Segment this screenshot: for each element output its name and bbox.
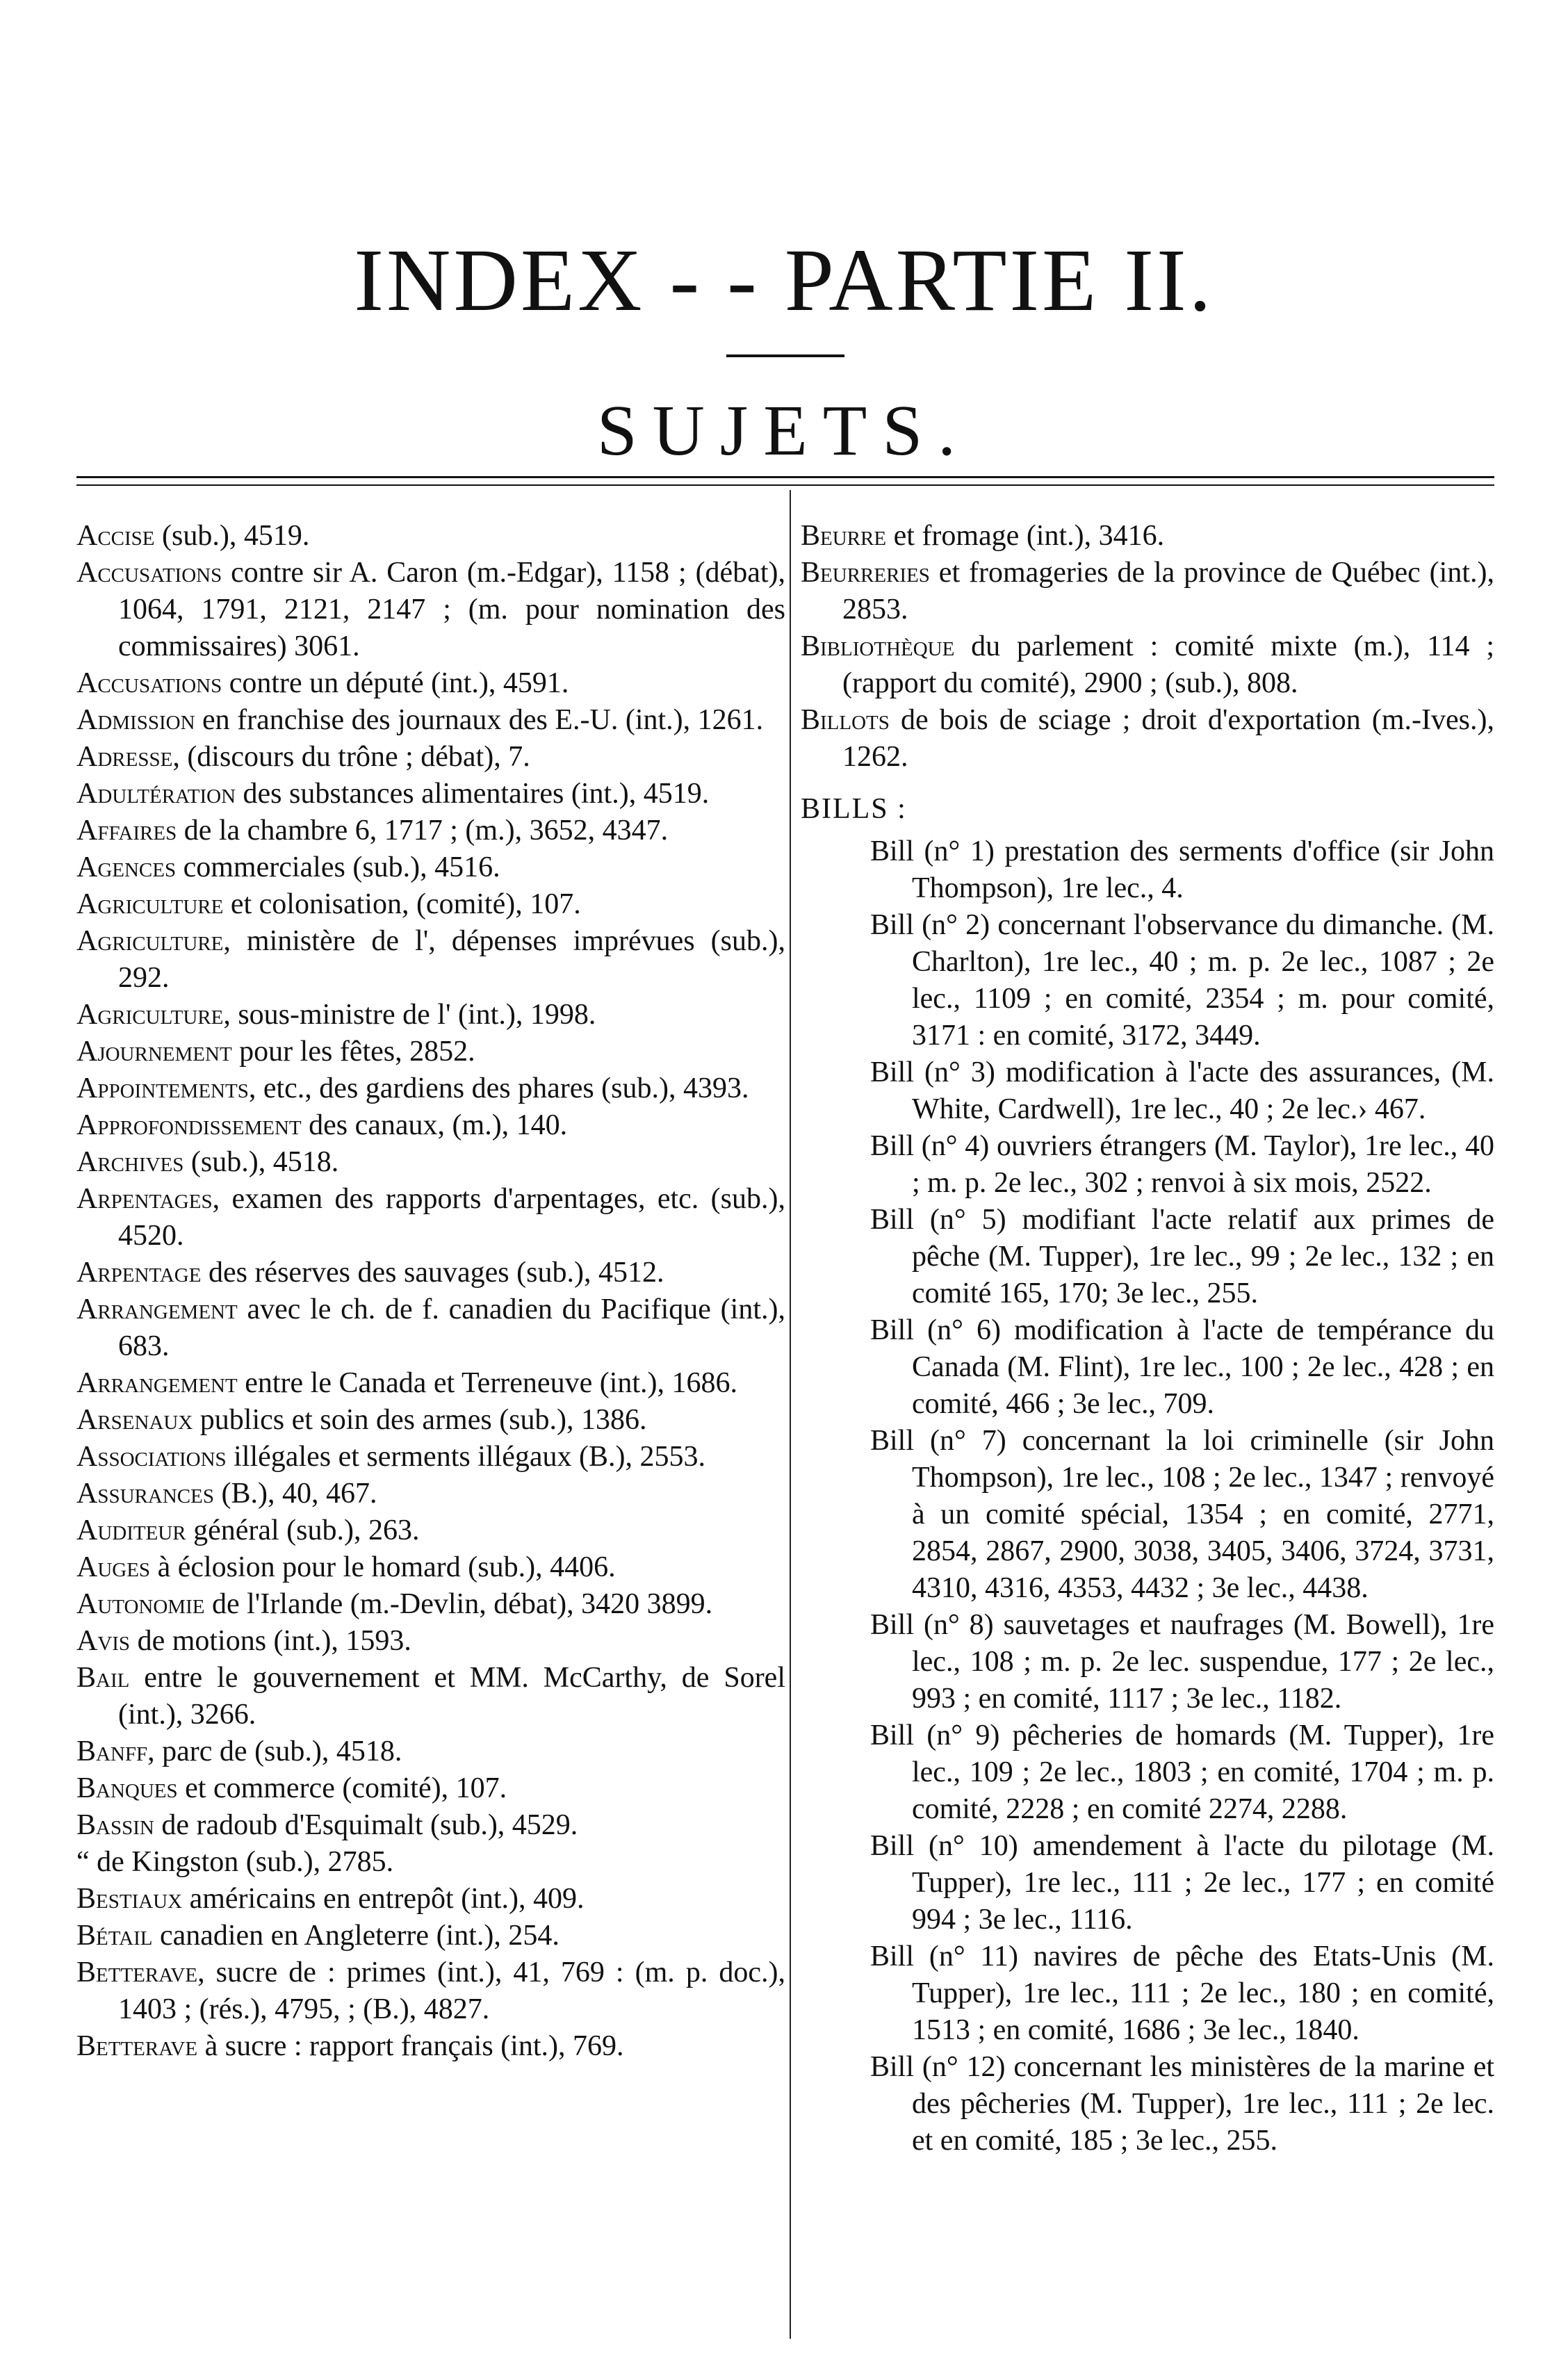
left-index-column (76, 518, 785, 2065)
index-entry (76, 1365, 785, 1402)
bill-entry: Bill (n° 9) pêcheries de homards (M. Tupper), 1re lec., 109 ; 2e lec., 1803 ; en comité, 1704 ; m. p. comité, 2228 ; en comité 2274, 2288. (870, 1720, 1494, 1825)
index-entry (76, 1107, 785, 1144)
entry-keyword: Bibliothèque (801, 630, 955, 662)
entry-text: avec le ch. de f. canadien du Pacifique (int.), 683. (118, 1293, 785, 1362)
entry-text: entre le gouvernement et MM. McCarthy, de Sorel (int.), 3266. (118, 1662, 785, 1731)
entry-text: “ de Kingston (sub.), 2785. (76, 1846, 394, 1878)
index-entry (76, 849, 785, 886)
entry-text: , sous-ministre de l' (int.), 1998. (223, 999, 596, 1031)
index-entry (76, 1844, 785, 1881)
entry-text: des substances alimentaires (int.), 4519. (236, 778, 710, 810)
entry-keyword: Bétail (76, 1920, 153, 1952)
bill-entry: Bill (n° 3) modification à l'acte des assurances, (M. White, Cardwell), 1re lec., 40 ; 2e lec.› 467. (870, 1056, 1494, 1125)
bill-entry: Bill (n° 10) amendement à l'acte du pilotage (M. Tupper), 1re lec., 111 ; 2e lec., 177 ; en comité 994 ; 3e lec., 1116. (870, 1830, 1494, 1936)
index-entry (76, 1512, 785, 1549)
bills-heading: BILLS : (801, 793, 907, 825)
entry-keyword: Auges (76, 1551, 151, 1583)
entry-keyword: Beurreries (801, 557, 930, 589)
bills-list (801, 833, 1494, 2159)
bill-entry: Bill (n° 6) modification à l'acte de tempérance du Canada (M. Flint), 1re lec., 100 ; 2e lec., 428 ; en comité, 466 ; 3e lec., 709. (870, 1314, 1494, 1420)
entry-text: de la chambre 6, 1717 ; (m.), 3652, 4347. (177, 815, 669, 847)
entry-text: , parc de (sub.), 4518. (147, 1735, 402, 1767)
index-entry (76, 886, 785, 923)
entry-text: à sucre : rapport français (int.), 769. (197, 2030, 624, 2062)
entry-keyword: Betterave (76, 2030, 198, 2062)
index-entry (801, 555, 1494, 628)
entry-text: contre un député (int.), 4591. (222, 667, 569, 699)
entry-text: des réserves des sauvages (sub.), 4512. (201, 1257, 664, 1289)
index-entry (76, 1623, 785, 1660)
entry-text: américains en entrepôt (int.), 409. (182, 1883, 585, 1915)
entry-keyword: Affaires (76, 815, 177, 847)
entry-text: du parlement : comité mixte (m.), 114 ; (rapport du comité), 2900 ; (sub.), 808. (842, 630, 1494, 699)
entry-keyword: Accise (76, 520, 155, 552)
entry-text: et commerce (comité), 107. (177, 1772, 507, 1804)
index-entry (76, 2028, 785, 2065)
entry-keyword: Bail (76, 1662, 130, 1694)
index-entry (801, 702, 1494, 776)
entry-text: général (sub.), 263. (186, 1514, 420, 1546)
entry-keyword: Betterave (76, 1957, 198, 1988)
index-entry (76, 665, 785, 702)
index-entry (76, 1034, 785, 1070)
index-entry (76, 1070, 785, 1107)
index-entry (76, 702, 785, 739)
index-entry (76, 1181, 785, 1255)
entry-text: (sub.), 4519. (154, 520, 310, 552)
page-title: INDEX - - PARTIE II. (354, 231, 1214, 329)
index-entry (76, 1402, 785, 1439)
entry-keyword: Bassin (76, 1809, 154, 1841)
entry-keyword: Agences (76, 851, 177, 883)
bill-entry: Bill (n° 1) prestation des serments d'office (sir John Thompson), 1re lec., 4. (870, 835, 1494, 904)
entry-keyword: Arpentages (76, 1183, 213, 1215)
entry-keyword: Billots (801, 704, 890, 736)
entry-keyword: Arpentage (76, 1257, 202, 1289)
entry-keyword: Arrangement (76, 1367, 238, 1399)
entry-keyword: Auditeur (76, 1514, 186, 1546)
index-entry (76, 1255, 785, 1291)
entry-text: de l'Irlande (m.-Devlin, débat), 3420 3899. (204, 1588, 713, 1620)
entry-keyword: Banques (76, 1772, 178, 1804)
entry-keyword: Archives (76, 1146, 184, 1178)
right-index-column (801, 518, 1494, 2159)
section-subtitle: SUJETS. (596, 391, 972, 471)
title-divider (726, 354, 844, 357)
index-entry (76, 1439, 785, 1476)
entry-keyword: Admission (76, 704, 195, 736)
entry-text: , (discours du trône ; débat), 7. (172, 741, 530, 773)
index-entry (76, 812, 785, 849)
entry-keyword: Agriculture (76, 888, 224, 920)
entry-text: des canaux, (m.), 140. (301, 1109, 568, 1141)
index-entry (76, 1291, 785, 1365)
index-entry (76, 1770, 785, 1807)
index-entry (801, 628, 1494, 702)
index-entry (801, 518, 1494, 555)
entry-text: et colonisation, (comité), 107. (223, 888, 581, 920)
entry-text: de motions (int.), 1593. (130, 1625, 411, 1657)
entry-text: pour les fêtes, 2852. (231, 1036, 475, 1068)
header-rule (76, 476, 1494, 478)
entry-keyword: Accusations (76, 667, 222, 699)
index-entry (76, 776, 785, 812)
index-entry (76, 1954, 785, 2028)
entry-keyword: Arsenaux (76, 1404, 193, 1436)
bill-entry: Bill (n° 12) concernant les ministères de la marine et des pêcheries (M. Tupper), 1re lec., 111 ; 2e lec. et en comité, 185 ; 3e lec., 255. (870, 2051, 1494, 2157)
entry-keyword: Appointements (76, 1072, 249, 1104)
index-entry (76, 1144, 785, 1181)
entry-text: illégales et serments illégaux (B.), 2553. (226, 1441, 705, 1473)
entry-text: (sub.), 4518. (183, 1146, 339, 1178)
bill-entry: Bill (n° 7) concernant la loi criminelle (sir John Thompson), 1re lec., 108 ; 2e lec., 1347 ; renvoyé à un comité spécial, 1354 ; en comité, 2771, 2854, 2867, 2900, 3038, 3405, 3406, 3724, 3731, 4310, 4316, 4353, 4432 ; 3e lec., 4438. (870, 1425, 1494, 1604)
entry-text: et fromage (int.), 3416. (886, 520, 1165, 552)
bill-entry: Bill (n° 8) sauvetages et naufrages (M. Bowell), 1re lec., 108 ; m. p. 2e lec. suspendue, 177 ; 2e lec., 993 ; en comité, 1117 ; 3e lec., 1182. (870, 1609, 1494, 1715)
bill-entry: Bill (n° 4) ouvriers étrangers (M. Taylor), 1re lec., 40 ; m. p. 2e lec., 302 ; renvoi à six mois, 2522. (870, 1130, 1494, 1199)
entry-keyword: Arrangement (76, 1293, 238, 1325)
index-entry (76, 923, 785, 997)
index-entry (76, 555, 785, 665)
entry-text: , etc., des gardiens des phares (sub.), 4393. (248, 1072, 749, 1104)
entry-text: en franchise des journaux des E.-U. (int.), 1261. (195, 704, 764, 736)
bill-entry: Bill (n° 2) concernant l'observance du dimanche. (M. Charlton), 1re lec., 40 ; m. p. 2e lec., 1087 ; 2e lec., 1109 ; en comité, 2354 ; m. pour comité, 3171 : en comité, 3172, 3449. (870, 909, 1494, 1052)
index-entry (76, 1733, 785, 1770)
index-entry (76, 1660, 785, 1733)
entry-text: et fromageries de la province de Québec (int.), 2853. (842, 557, 1494, 626)
entry-text: canadien en Angleterre (int.), 254. (152, 1920, 560, 1952)
entry-keyword: Accusations (76, 557, 222, 589)
bill-entry: Bill (n° 11) navires de pêche des Etats-Unis (M. Tupper), 1re lec., 111 ; 2e lec., 180 ; en comité, 1513 ; en comité, 1686 ; 3e lec., 1840. (870, 1941, 1494, 2046)
entry-text: entre le Canada et Terreneuve (int.), 1686. (237, 1367, 738, 1399)
entry-keyword: Banff (76, 1735, 148, 1767)
index-entry (76, 997, 785, 1034)
entry-keyword: Assurances (76, 1478, 214, 1510)
entry-keyword: Autonomie (76, 1588, 205, 1620)
column-divider (790, 490, 791, 2339)
entry-keyword: Avis (76, 1625, 131, 1657)
entry-text: , examen des rapports d'arpentages, etc. (sub.), 4520. (118, 1183, 785, 1252)
index-entry (76, 1549, 785, 1586)
entry-text: publics et soin des armes (sub.), 1386. (193, 1404, 647, 1436)
entry-keyword: Adresse (76, 741, 173, 773)
index-entry (76, 1586, 785, 1623)
entry-keyword: Agriculture (76, 925, 224, 957)
entry-keyword: Beurre (801, 520, 887, 552)
index-entry (76, 518, 785, 555)
index-entry (76, 1918, 785, 1954)
entry-keyword: Ajournement (76, 1036, 232, 1068)
index-entry (76, 1807, 785, 1844)
entry-keyword: Adultération (76, 778, 236, 810)
index-entry (76, 739, 785, 776)
header-rule-secondary (76, 484, 1494, 486)
entry-keyword: Bestiaux (76, 1883, 183, 1915)
entry-keyword: Associations (76, 1441, 227, 1473)
entry-text: (B.), 40, 467. (213, 1478, 377, 1510)
bill-entry: Bill (n° 5) modifiant l'acte relatif aux primes de pêche (M. Tupper), 1re lec., 99 ; 2e lec., 132 ; en comité 165, 170; 3e lec., 255. (870, 1204, 1494, 1309)
entry-text: , ministère de l', dépenses imprévues (sub.), 292. (118, 925, 785, 994)
entry-keyword: Agriculture (76, 999, 224, 1031)
entry-text: de radoub d'Esquimalt (sub.), 4529. (154, 1809, 578, 1841)
entry-text: de bois de sciage ; droit d'exportation (m.-Ives.), 1262. (842, 704, 1494, 773)
entry-keyword: Approfondissement (76, 1109, 302, 1141)
right-entries-list (801, 518, 1494, 776)
entry-text: à éclosion pour le homard (sub.), 4406. (150, 1551, 616, 1583)
entry-text: , sucre de : primes (int.), 41, 769 : (m. p. doc.), 1403 ; (rés.), 4795, ; (B.), 4827. (118, 1957, 785, 2025)
index-entry (76, 1476, 785, 1512)
entry-text: contre sir A. Caron (m.-Edgar), 1158 ; (débat), 1064, 1791, 2121, 2147 ; (m. pour nomination des commissaires) 3061. (118, 557, 785, 662)
index-entry (76, 1881, 785, 1918)
entry-text: commerciales (sub.), 4516. (176, 851, 500, 883)
